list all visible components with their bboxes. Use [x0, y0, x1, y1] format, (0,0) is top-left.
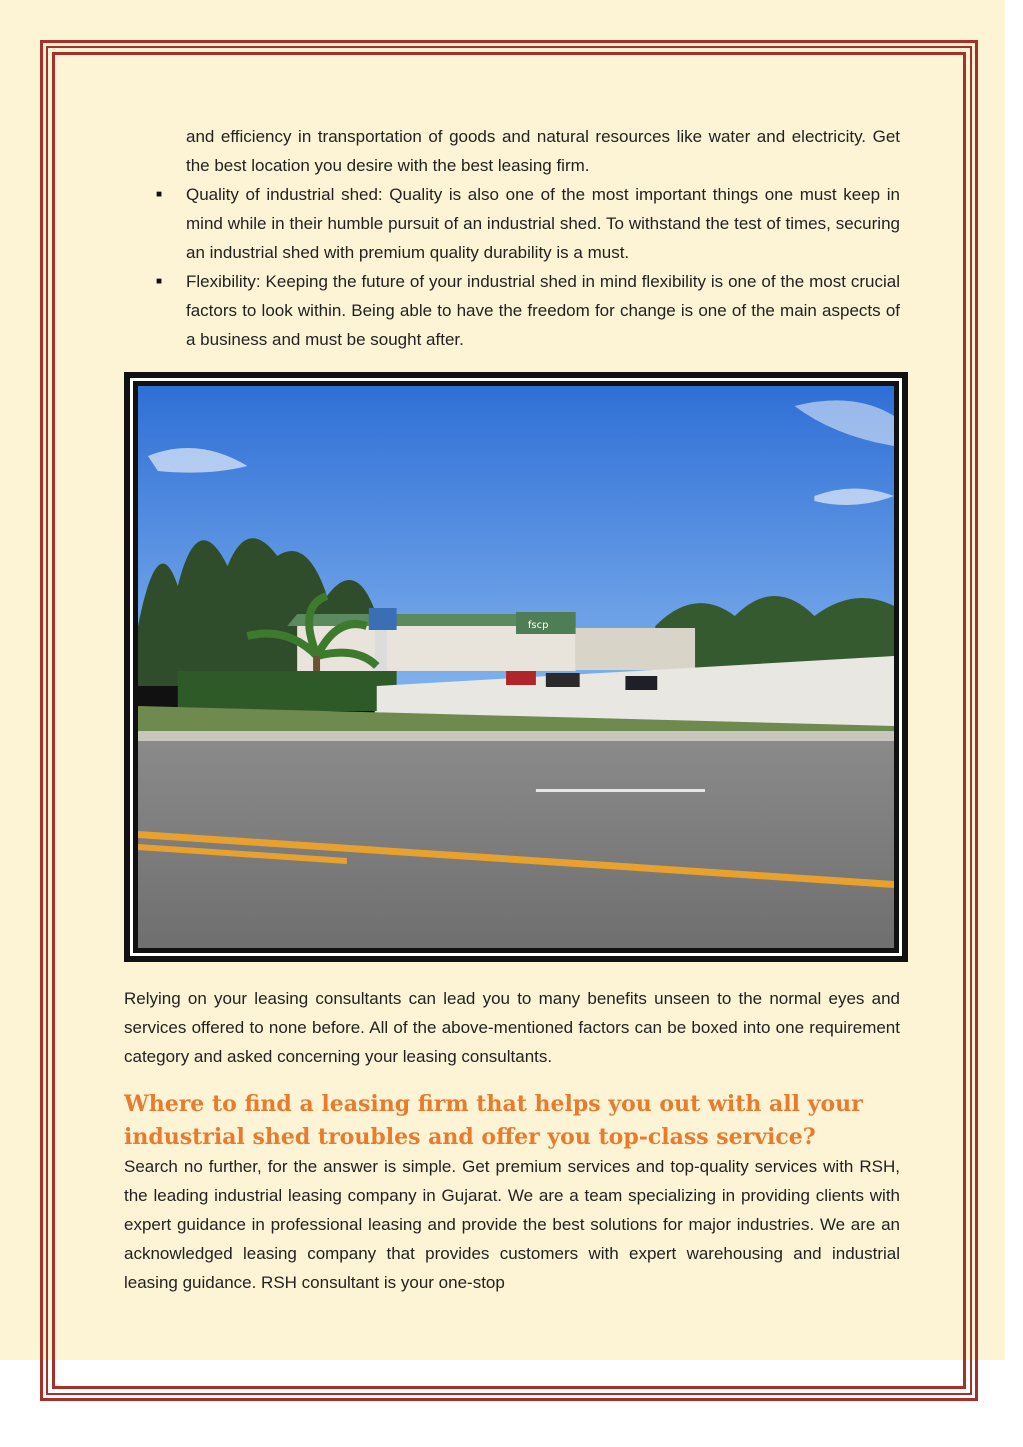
photo-frame: [124, 372, 908, 962]
section-heading: Where to find a leasing firm that helps you out with all your industrial shed troubles and offer you top-class service?: [124, 1091, 863, 1150]
bullet-icon: ■: [156, 276, 163, 287]
building-sign-text: fscp: [527, 619, 549, 632]
list-item-continuation: and efficiency in transportation of goods and natural resources like water and electricity. Get the best location you desire with the best leasing firm.: [186, 127, 900, 175]
bullet-list: [152, 122, 900, 354]
paragraph-benefits: Relying on your leasing consultants can lead you to many benefits unseen to the normal eyes and services offered to none before. All of the above-mentioned factors can be boxed into one requirement category and asked concerning your leasing consultants.: [124, 989, 900, 1066]
list-item-quality: ■ Quality of industrial shed: Quality is also one of the most important things one must keep in mind while in their humble pursuit of an industrial shed. To withstand the test of times, securing an industrial shed with premium quality durability is a must.: [152, 180, 900, 267]
list-item-flexibility: ■ Flexibility: Keeping the future of your industrial shed in mind flexibility is one of the most crucial factors to look within. Being able to have the freedom for change is one of the main aspects of a business and must be sought after.: [152, 267, 900, 354]
bullet-icon: ■: [156, 189, 163, 200]
paragraph-rsh: Search no further, for the answer is simple. Get premium services and top-quality services with RSH, the leading industrial leasing company in Gujarat. We are a team specializing in providing clients with expert guidance in professional leasing and provide the best solutions for major industries. We are an acknowledged leasing company that provides customers with expert warehousing and industrial leasing guidance. RSH consultant is your one-stop: [124, 1157, 900, 1292]
industrial-shed-photo: [138, 386, 894, 948]
